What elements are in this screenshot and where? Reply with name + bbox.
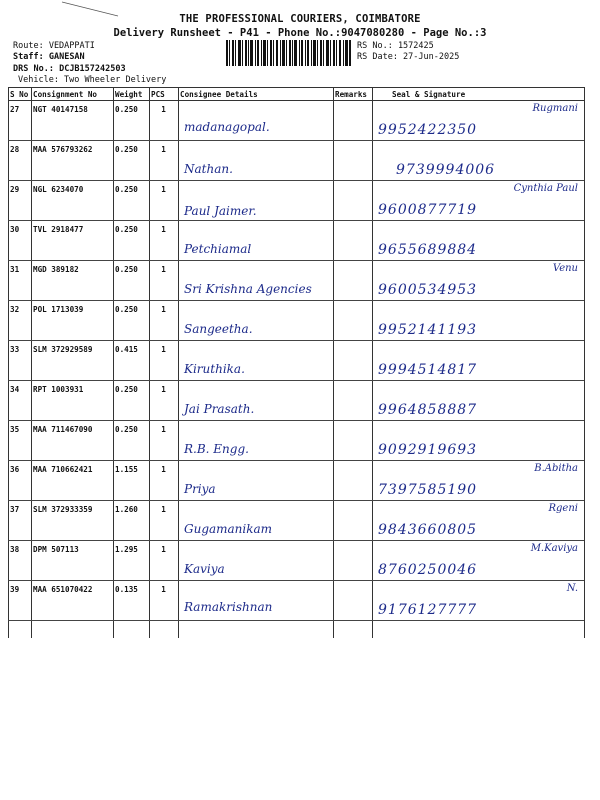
weight-value: 0.250 bbox=[115, 385, 138, 394]
pcs-cell bbox=[149, 221, 178, 261]
table-row bbox=[8, 581, 584, 621]
sno-cell bbox=[8, 141, 31, 181]
consignee-name-handwritten: Jai Prasath. bbox=[184, 402, 255, 416]
pcs-value: 1 bbox=[161, 185, 166, 194]
consignment-cell bbox=[31, 501, 113, 541]
pcs-value: 1 bbox=[161, 265, 166, 274]
consignee-name-handwritten: madanagopal. bbox=[184, 120, 270, 134]
consignee-name-handwritten: Sangeetha. bbox=[184, 322, 253, 336]
sno-cell bbox=[8, 341, 31, 381]
signature-cell bbox=[372, 141, 584, 181]
table-row bbox=[8, 341, 584, 381]
signature-handwritten: Venu bbox=[552, 263, 578, 274]
col-consignee-header: Consignee Details bbox=[178, 88, 333, 101]
consignment-no: POL 1713039 bbox=[33, 305, 84, 314]
staff-label: Staff: bbox=[13, 52, 44, 62]
phone-handwritten: 9176127777 bbox=[378, 602, 478, 618]
consignment-cell bbox=[31, 141, 113, 181]
table-row bbox=[8, 221, 584, 261]
phone-handwritten: 7397585190 bbox=[378, 482, 478, 498]
consignment-no: RPT 1003931 bbox=[33, 385, 84, 394]
weight-value: 0.250 bbox=[115, 105, 138, 114]
company-title: THE PROFESSIONAL COURIERS, COIMBATORE bbox=[179, 13, 421, 25]
consignment-cell bbox=[31, 541, 113, 581]
weight-cell bbox=[113, 141, 149, 181]
signature-cell bbox=[372, 301, 584, 341]
table-row bbox=[8, 301, 584, 341]
remarks-cell bbox=[333, 381, 372, 421]
pcs-value: 1 bbox=[161, 545, 166, 554]
pcs-cell bbox=[149, 381, 178, 421]
table-row bbox=[8, 461, 584, 501]
rs-date: RS Date: 27-Jun-2025 bbox=[357, 52, 460, 62]
consignee-name-handwritten: Gugamanikam bbox=[184, 522, 273, 536]
consignment-cell bbox=[31, 341, 113, 381]
pcs-cell bbox=[149, 341, 178, 381]
pcs-cell bbox=[149, 301, 178, 341]
consignment-no: MAA 651070422 bbox=[33, 585, 93, 594]
pcs-cell bbox=[149, 181, 178, 221]
drs-value: DCJB157242503 bbox=[59, 64, 126, 74]
pcs-cell bbox=[149, 461, 178, 501]
consignee-cell bbox=[178, 221, 333, 261]
signature-handwritten: Rgeni bbox=[548, 503, 578, 514]
sno-cell bbox=[8, 381, 31, 421]
phone-handwritten: 9964858887 bbox=[378, 402, 478, 418]
sno-cell bbox=[8, 261, 31, 301]
remarks-cell bbox=[333, 101, 372, 141]
remarks-cell bbox=[333, 541, 372, 581]
weight-value: 1.155 bbox=[115, 465, 138, 474]
phone-handwritten: 9600534953 bbox=[378, 282, 478, 298]
table-row bbox=[8, 141, 584, 181]
col-sno-header: S No bbox=[8, 88, 31, 101]
consignee-cell bbox=[178, 581, 333, 621]
sno-cell bbox=[8, 541, 31, 581]
consignment-no: DPM 507113 bbox=[33, 545, 79, 554]
weight-value: 0.135 bbox=[115, 585, 138, 594]
phone-handwritten: 9952141193 bbox=[378, 322, 478, 338]
signature-handwritten: M.Kaviya bbox=[530, 543, 578, 554]
weight-cell bbox=[113, 381, 149, 421]
pcs-value: 1 bbox=[161, 505, 166, 514]
consignee-name-handwritten: Paul Jaimer. bbox=[184, 204, 257, 218]
table-row bbox=[8, 101, 584, 141]
consignee-name-handwritten: Nathan. bbox=[184, 162, 233, 176]
consignee-name-handwritten: Sri Krishna Agencies bbox=[184, 282, 312, 296]
table-row bbox=[8, 381, 584, 421]
pcs-value: 1 bbox=[161, 385, 166, 394]
consignee-cell bbox=[178, 541, 333, 581]
signature-cell bbox=[372, 421, 584, 461]
consignment-no: NGL 6234070 bbox=[33, 185, 84, 194]
remarks-cell bbox=[333, 181, 372, 221]
weight-value: 0.415 bbox=[115, 345, 138, 354]
sno-text: 38 bbox=[10, 545, 20, 554]
weight-value: 0.250 bbox=[115, 185, 138, 194]
signature-cell bbox=[372, 101, 584, 141]
weight-value: 0.250 bbox=[115, 225, 138, 234]
consignment-cell bbox=[31, 181, 113, 221]
sno-text: 30 bbox=[10, 225, 20, 234]
consignee-cell bbox=[178, 141, 333, 181]
weight-value: 0.250 bbox=[115, 305, 138, 314]
signature-handwritten: B.Abitha bbox=[534, 463, 578, 474]
consignment-cell bbox=[31, 581, 113, 621]
remarks-cell bbox=[333, 421, 372, 461]
pcs-value: 1 bbox=[161, 465, 166, 474]
sno-text: 27 bbox=[10, 105, 20, 114]
phone-handwritten: 9994514817 bbox=[378, 362, 478, 378]
weight-cell bbox=[113, 461, 149, 501]
consignment-no: MAA 711467090 bbox=[33, 425, 93, 434]
consignment-cell bbox=[31, 381, 113, 421]
consignee-cell bbox=[178, 181, 333, 221]
signature-cell bbox=[372, 261, 584, 301]
signature-cell bbox=[372, 341, 584, 381]
pcs-cell bbox=[149, 421, 178, 461]
drs-label: DRS No.: bbox=[13, 64, 54, 74]
pcs-cell bbox=[149, 541, 178, 581]
weight-cell bbox=[113, 581, 149, 621]
consignment-cell bbox=[31, 301, 113, 341]
consignee-cell bbox=[178, 461, 333, 501]
pcs-cell bbox=[149, 581, 178, 621]
phone-handwritten: 9092919693 bbox=[378, 442, 478, 458]
remarks-cell bbox=[333, 301, 372, 341]
sno-text: 39 bbox=[10, 585, 20, 594]
sno-cell bbox=[8, 581, 31, 621]
sno-text: 33 bbox=[10, 345, 20, 354]
sno-text: 32 bbox=[10, 305, 20, 314]
pcs-value: 1 bbox=[161, 225, 166, 234]
pcs-value: 1 bbox=[161, 425, 166, 434]
consignee-cell bbox=[178, 501, 333, 541]
runsheet-table bbox=[8, 87, 584, 621]
weight-value: 0.250 bbox=[115, 145, 138, 154]
table-row bbox=[8, 501, 584, 541]
consignee-cell bbox=[178, 341, 333, 381]
table-row bbox=[8, 181, 584, 221]
remarks-cell bbox=[333, 261, 372, 301]
consignee-cell bbox=[178, 101, 333, 141]
remarks-cell bbox=[333, 141, 372, 181]
drs-line bbox=[13, 64, 126, 75]
weight-cell bbox=[113, 541, 149, 581]
col-consignment-header: Consignment No bbox=[31, 88, 113, 101]
consignee-cell bbox=[178, 421, 333, 461]
remarks-cell bbox=[333, 461, 372, 501]
vehicle-line: Vehicle: Two Wheeler Delivery bbox=[18, 75, 167, 85]
sno-text: 29 bbox=[10, 185, 20, 194]
pcs-value: 1 bbox=[161, 585, 166, 594]
consignee-cell bbox=[178, 301, 333, 341]
consignment-cell bbox=[31, 221, 113, 261]
signature-cell bbox=[372, 381, 584, 421]
table-row bbox=[8, 541, 584, 581]
pcs-cell bbox=[149, 141, 178, 181]
remarks-cell bbox=[333, 221, 372, 261]
phone-handwritten: 9843660805 bbox=[378, 522, 478, 538]
pcs-cell bbox=[149, 261, 178, 301]
consignee-name-handwritten: Ramakrishnan bbox=[184, 600, 273, 614]
phone-handwritten: 9739994006 bbox=[396, 162, 496, 178]
signature-handwritten: Cynthia Paul bbox=[513, 183, 578, 194]
signature-handwritten: N. bbox=[566, 583, 578, 594]
sno-text: 37 bbox=[10, 505, 20, 514]
remarks-cell bbox=[333, 341, 372, 381]
consignment-no: MAA 710662421 bbox=[33, 465, 93, 474]
sno-cell bbox=[8, 221, 31, 261]
consignee-cell bbox=[178, 261, 333, 301]
remarks-cell bbox=[333, 581, 372, 621]
weight-value: 1.295 bbox=[115, 545, 138, 554]
phone-handwritten: 9655689884 bbox=[378, 242, 478, 258]
weight-cell bbox=[113, 341, 149, 381]
weight-value: 1.260 bbox=[115, 505, 138, 514]
sno-cell bbox=[8, 301, 31, 341]
weight-value: 0.250 bbox=[115, 425, 138, 434]
sno-text: 28 bbox=[10, 145, 20, 154]
consignment-no: TVL 2918477 bbox=[33, 225, 84, 234]
sno-cell bbox=[8, 101, 31, 141]
signature-cell bbox=[372, 181, 584, 221]
phone-handwritten: 8760250046 bbox=[378, 562, 478, 578]
route-line: Route: VEDAPPATI bbox=[13, 41, 95, 51]
barcode bbox=[226, 40, 352, 66]
consignee-name-handwritten: Petchiamal bbox=[184, 242, 252, 256]
sno-text: 36 bbox=[10, 465, 20, 474]
consignment-no: SLM 372929589 bbox=[33, 345, 93, 354]
col-remarks-header: Remarks bbox=[333, 88, 372, 101]
table-header-row bbox=[8, 88, 584, 101]
weight-cell bbox=[113, 261, 149, 301]
pcs-value: 1 bbox=[161, 305, 166, 314]
consignment-cell bbox=[31, 101, 113, 141]
weight-cell bbox=[113, 421, 149, 461]
sno-cell bbox=[8, 461, 31, 501]
weight-cell bbox=[113, 501, 149, 541]
col-pcs-header: PCS bbox=[149, 88, 178, 101]
weight-cell bbox=[113, 101, 149, 141]
staff-value: GANESAN bbox=[48, 52, 85, 62]
signature-cell bbox=[372, 461, 584, 501]
phone-handwritten: 9600877719 bbox=[378, 202, 478, 218]
consignee-name-handwritten: Priya bbox=[184, 482, 216, 496]
consignment-no: NGT 40147158 bbox=[33, 105, 88, 114]
sno-text: 34 bbox=[10, 385, 20, 394]
sno-text: 31 bbox=[10, 265, 20, 274]
consignment-no: SLM 372933359 bbox=[33, 505, 93, 514]
pcs-cell bbox=[149, 101, 178, 141]
sno-cell bbox=[8, 181, 31, 221]
weight-cell bbox=[113, 181, 149, 221]
signature-cell bbox=[372, 581, 584, 621]
signature-cell bbox=[372, 501, 584, 541]
signature-cell bbox=[372, 221, 584, 261]
pcs-cell bbox=[149, 501, 178, 541]
weight-cell bbox=[113, 221, 149, 261]
consignee-cell bbox=[178, 381, 333, 421]
pcs-value: 1 bbox=[161, 145, 166, 154]
consignment-cell bbox=[31, 461, 113, 501]
grid-line bbox=[584, 87, 585, 638]
table-row bbox=[8, 261, 584, 301]
consignment-cell bbox=[31, 261, 113, 301]
phone-handwritten: 9952422350 bbox=[378, 122, 478, 138]
col-sign-header: Seal & Signature bbox=[372, 88, 584, 101]
sno-cell bbox=[8, 501, 31, 541]
pcs-value: 1 bbox=[161, 105, 166, 114]
consignment-cell bbox=[31, 421, 113, 461]
weight-cell bbox=[113, 301, 149, 341]
pcs-value: 1 bbox=[161, 345, 166, 354]
consignment-no: MGD 389182 bbox=[33, 265, 79, 274]
runsheet-subtitle: Delivery Runsheet - P41 - Phone No.:9047080280 - Page No.:3 bbox=[113, 27, 487, 39]
signature-handwritten: Rugmani bbox=[532, 103, 578, 114]
sno-cell bbox=[8, 421, 31, 461]
consignment-no: MAA 576793262 bbox=[33, 145, 93, 154]
consignee-name-handwritten: Kiruthika. bbox=[184, 362, 245, 376]
staff-line bbox=[13, 52, 85, 63]
remarks-cell bbox=[333, 501, 372, 541]
signature-cell bbox=[372, 541, 584, 581]
consignee-name-handwritten: Kaviya bbox=[184, 562, 225, 576]
col-weight-header: Weight bbox=[113, 88, 149, 101]
rs-number: RS No.: 1572425 bbox=[357, 41, 434, 51]
consignee-name-handwritten: R.B. Engg. bbox=[184, 442, 249, 456]
weight-value: 0.250 bbox=[115, 265, 138, 274]
sno-text: 35 bbox=[10, 425, 20, 434]
table-row bbox=[8, 421, 584, 461]
